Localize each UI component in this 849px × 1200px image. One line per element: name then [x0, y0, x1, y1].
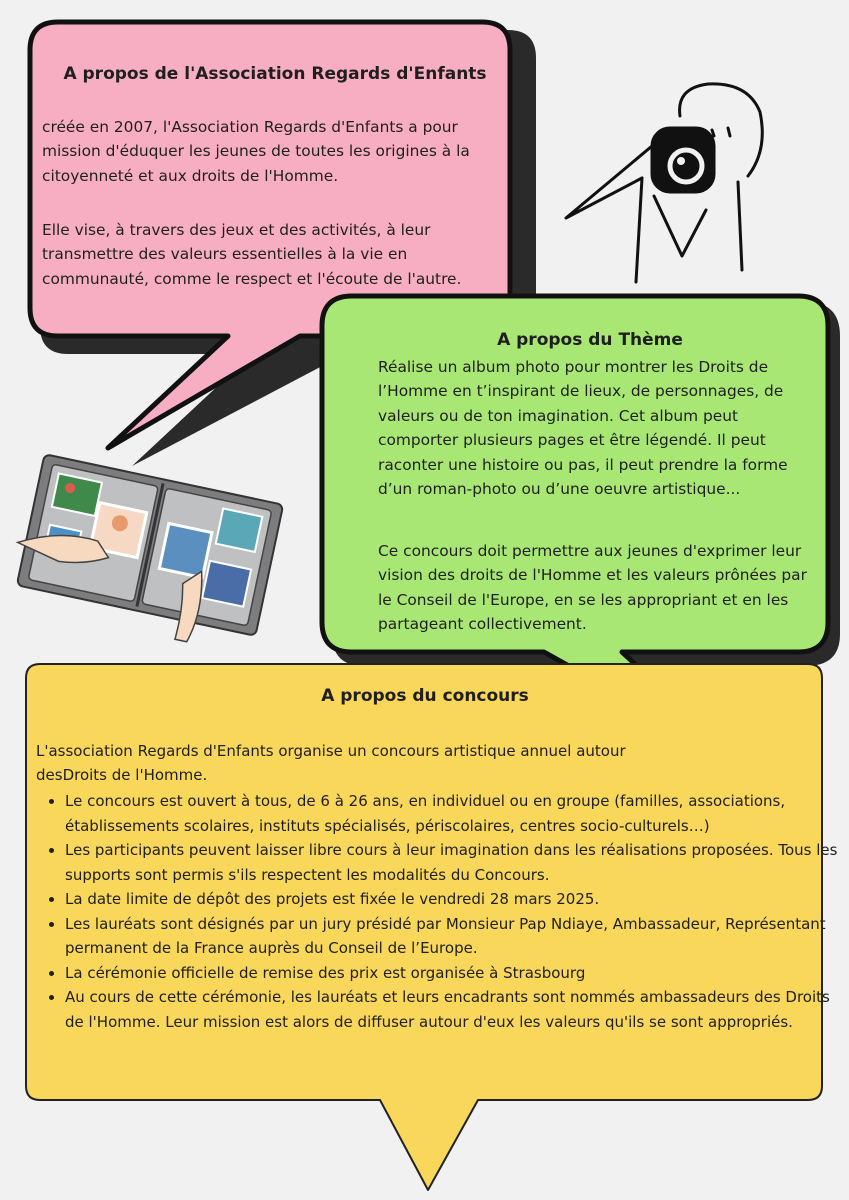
association-paragraph-1: créée en 2007, l'Association Regards d'Enfants a pour mission d'éduquer les jeunes de toutes les origines à la citoyenneté et aux droits de l'Homme. [42, 118, 470, 185]
list-item: • La date limite de dépôt des projets est fixée le vendredi 28 mars 2025. [65, 887, 840, 912]
photo-album-icon [5, 452, 284, 655]
association-title: A propos de l'Association Regards d'Enfants [63, 64, 487, 84]
list-item: • Les participants peuvent laisser libre cours à leur imagination dans les réalisations proposées. Tous les supports sont permis s'ils respectent les modalités du Concours. [65, 838, 840, 887]
contest-title: A propos du concours [321, 686, 529, 706]
theme-paragraph-1: Réalise un album photo pour montrer les Droits de l’Homme en t’inspirant de lieux, de personnages, de valeurs ou de ton imagination. Cet album peut comporter plusieurs pages et être légendé. Il peut raconter une histoire ou pas, il peut prendre la forme d’un roman-photo ou d’une oeuvre artistique... [378, 358, 788, 499]
list-item: • Le concours est ouvert à tous, de 6 à 26 ans, en individuel ou en groupe (familles, associations, établissements scolaires, instituts spécialisés, périscolaires, centres socio-culturels…) [65, 789, 840, 838]
list-item: • Les lauréats sont désignés par un jury présidé par Monsieur Pap Ndiaye, Ambassadeur, Représentant permanent de la France auprès du Conseil de l’Europe. [65, 912, 840, 961]
association-paragraph-2: Elle vise, à travers des jeux et des activités, à leur transmettre des valeurs essentielles à la vie en communauté, comme le respect et l'écoute de l'autre. [42, 221, 462, 288]
contest-intro: L'association Regards d'Enfants organise un concours artistique annuel autour desDroits de l'Homme. [36, 742, 626, 784]
theme-paragraph-2: Ce concours doit permettre aux jeunes d'exprimer leur vision des droits de l'Homme et les valeurs prônées par le Conseil de l'Europe, en se les appropriant et en les partageant collectivement. [378, 542, 807, 634]
photographer-icon [566, 84, 762, 282]
list-item: • La cérémonie officielle de remise des prix est organisée à Strasbourg [65, 961, 840, 986]
contest-rules-list [36, 789, 840, 1034]
list-item: • Au cours de cette cérémonie, les lauréats et leurs encadrants sont nommés ambassadeurs des Droits de l'Homme. Leur mission est alors de diffuser autour d'eux les valeurs qu'ils se sont appropriés. [65, 985, 840, 1034]
theme-title: A propos du Thème [497, 330, 683, 350]
